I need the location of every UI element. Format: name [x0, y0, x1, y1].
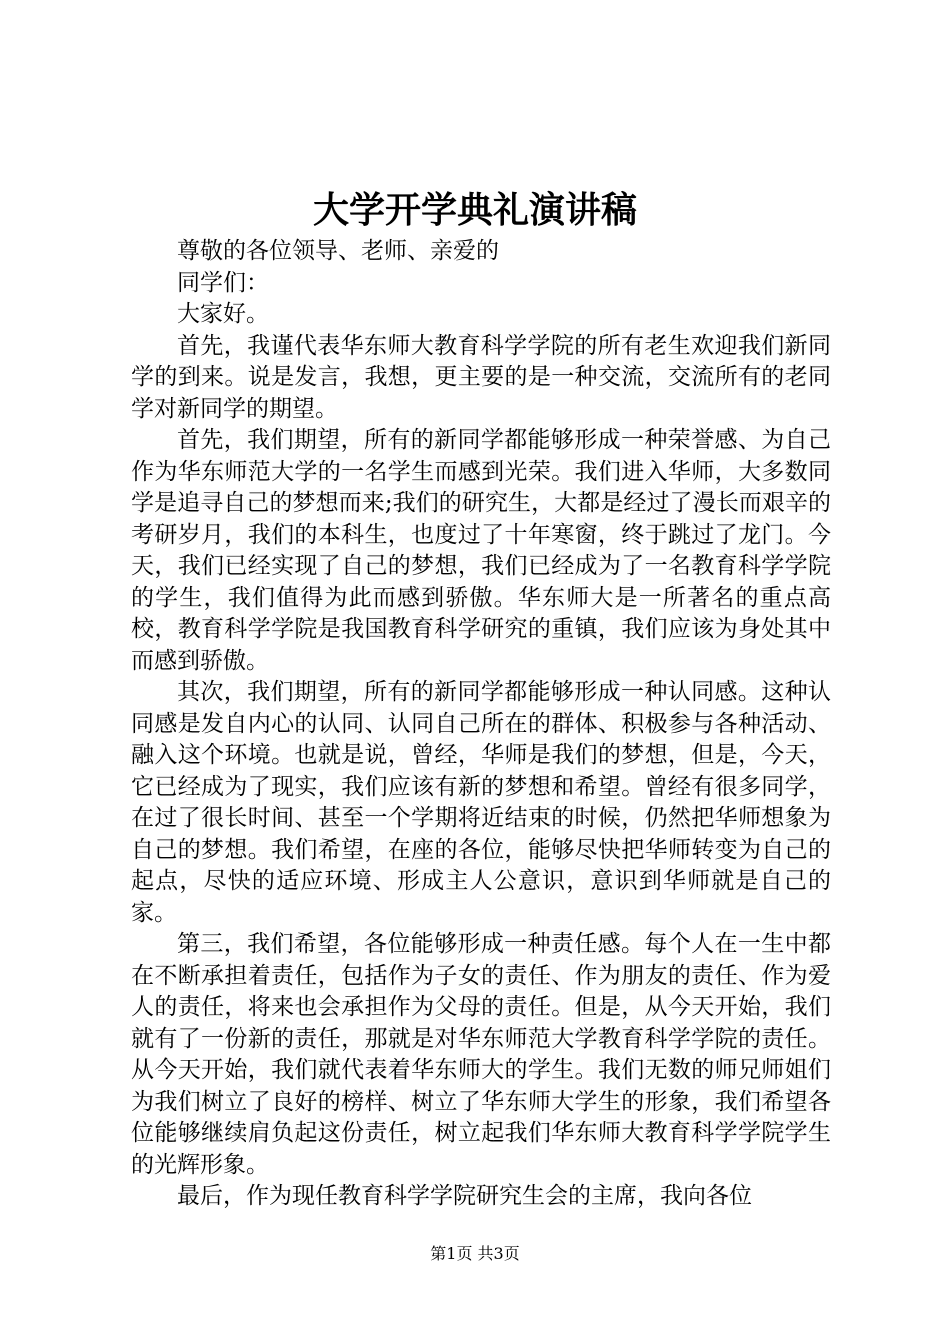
- document-body: [131, 236, 831, 1213]
- paragraph: 首先，我们期望，所有的新同学都能够形成一种荣誉感、为自己作为华东师范大学的一名学生而感到光荣。我们进入华师，大多数同学是追寻自己的梦想而来;我们的研究生，大都是经过了漫长而艰辛的考研岁月，我们的本科生，也度过了十年寒窗，终于跳过了龙门。今天，我们已经实现了自己的梦想，我们已经成为了一名教育科学学院的学生，我们值得为此而感到骄傲。华东师大是一所著名的重点高校，教育科学学院是我国教育科学研究的重镇，我们应该为身处其中而感到骄傲。: [131, 427, 831, 674]
- paragraph: 第三，我们希望，各位能够形成一种责任感。每个人在一生中都在不断承担着责任，包括作为子女的责任、作为朋友的责任、作为爱人的责任，将来也会承担作为父母的责任。但是，从今天开始，我们就有了一份新的责任，那就是对华东师范大学教育科学学院的责任。从今天开始，我们就代表着华东师大的学生。我们无数的师兄师姐们为我们树立了良好的榜样、树立了华东师大学生的形象，我们希望各位能够继续肩负起这份责任，树立起我们华东师大教育科学学院学生的光辉形象。: [131, 931, 831, 1178]
- page-number-footer: 第1页 共3页: [430, 1244, 520, 1263]
- paragraph: 最后，作为现任教育科学学院研究生会的主席，我向各位: [177, 1183, 752, 1209]
- paragraph: 同学们：: [177, 269, 269, 296]
- paragraph: 首先，我谨代表华东师大教育科学学院的所有老生欢迎我们新同学的到来。说是发言，我想，更主要的是一种交流，交流所有的老同学对新同学的期望。: [131, 332, 831, 422]
- document-title: 大学开学典礼演讲稿: [312, 189, 637, 231]
- paragraph: 尊敬的各位领导、老师、亲爱的: [177, 238, 499, 264]
- paragraph: 其次，我们期望，所有的新同学都能够形成一种认同感。这种认同感是发自内心的认同、认同自己所在的群体、积极参与各种活动、融入这个环境。也就是说，曾经，华师是我们的梦想，但是，今天，它已经成为了现实，我们应该有新的梦想和希望。曾经有很多同学，在过了很长时间、甚至一个学期将近结束的时候，仍然把华师想象为自己的梦想。我们希望，在座的各位，能够尽快把华师转变为自己的起点，尽快的适应环境、形成主人公意识，意识到华师就是自己的家。: [131, 679, 831, 926]
- paragraph: 大家好。: [177, 301, 269, 327]
